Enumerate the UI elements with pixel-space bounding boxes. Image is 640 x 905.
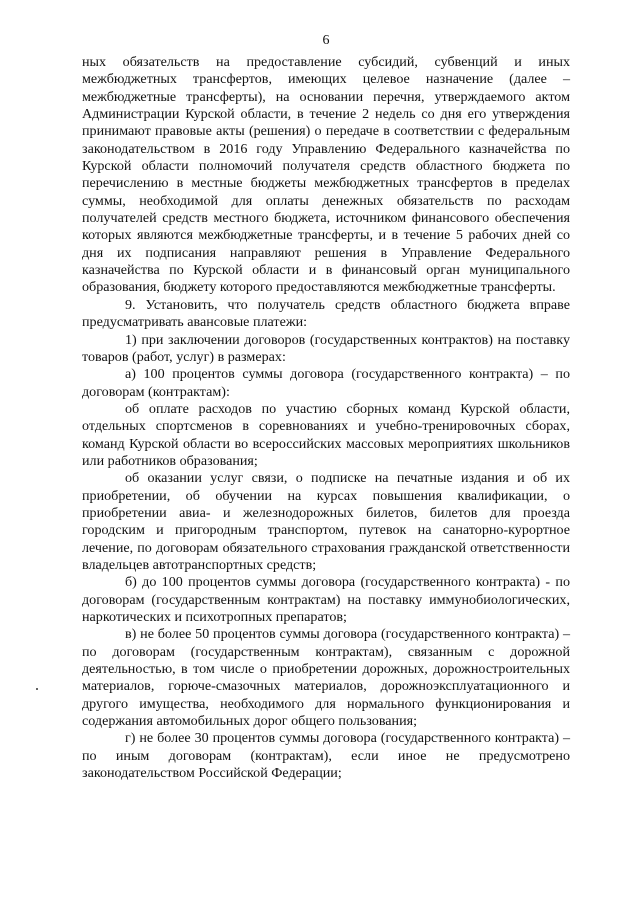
paragraph-subitem-g: г) не более 30 процентов суммы договора (государственного контракта) – по иным договорам (контрактам), если иное не предусмотрено законодательством Российской Федерации; [82,730,570,782]
paragraph-intro-continuation: ных обязательств на предоставление субсидий, субвенций и иных межбюджетных трансфертов, имеющих целевое назначение (далее – межбюджетные трансферты), на основании перечня, утверждаемого актом Администрации Курской области, в течение 2 недель со дня его утверждения принимают правовые акты (решения) о передаче в соответствии с федеральным законодательством в 2016 году Управлению Федерального казначейства по Курской области полномочий получателя средств областного бюджета по перечислению в местные бюджеты межбюджетных трансфертов в пределах суммы, необходимой для оплаты денежных обязательств по расходам получателей средств местного бюджета, источником финансового обеспечения которых являются межбюджетные трансферты, и в течение 5 рабочих дней со дня их подписания направляют решения в Управление Федерального казначейства по Курской области и в финансовый орган муниципального образования, бюджету которого предоставляются межбюджетные трансферты. [82,54,570,296]
document-body [82,54,570,782]
paragraph-item-9: 9. Установить, что получатель средств областного бюджета вправе предусматривать авансовые платежи: [82,296,570,331]
paragraph-sports-expenses: об оплате расходов по участию сборных команд Курской области, отдельных спортсменов в соревнованиях и учебно-тренировочных сборах, команд Курской области во всероссийских массовых мероприятиях школьников или работников образования; [82,400,570,469]
margin-dot [36,688,38,690]
paragraph-subitem-a: а) 100 процентов суммы договора (государственного контракта) – по договорам (контрактам): [82,366,570,400]
paragraph-subitem-b: б) до 100 процентов суммы договора (государственного контракта) - по договорам (государственным контрактам) на поставку иммунобиологических, наркотических и психотропных препаратов; [82,574,570,625]
paragraph-communication-services: об оказании услуг связи, о подписке на печатные издания и об их приобретении, об обучении на курсах повышения квалификации, о приобретении авиа- и железнодорожных билетов, билетов для проезда городским и пригородным транспортом, путевок на санаторно-курортное лечение, по договорам обязательного страхования гражданской ответственности владельцев автотранспортных средств; [82,470,570,573]
page-number: 6 [322,33,330,48]
paragraph-subitem-v: в) не более 50 процентов суммы договора (государственного контракта) – по договорам (государственным контрактам), связанным с дорожной деятельностью, в том числе о приобретении дорожных, дорожностроительных материалов, горюче-смазочных материалов, дорожноэксплуатационного и другого имущества, необходимого для нормального функционирования и содержания автомобильных дорог общего пользования; [82,626,570,730]
paragraph-subitem-1: 1) при заключении договоров (государственных контрактов) на поставку товаров (работ, услуг) в размерах: [82,331,570,365]
